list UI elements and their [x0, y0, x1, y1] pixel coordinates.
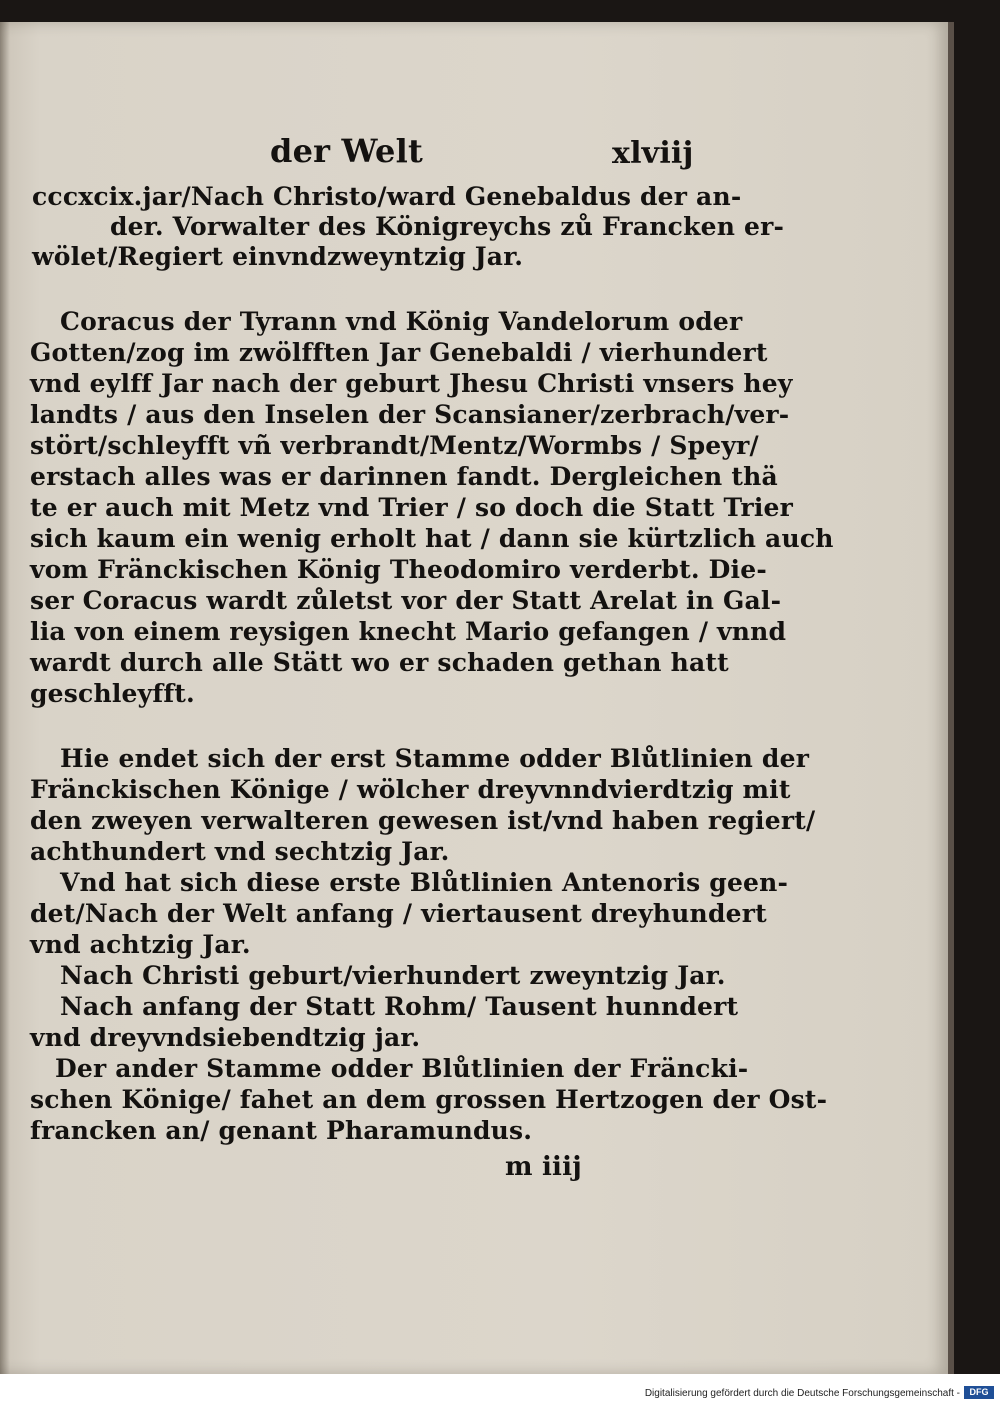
text-line: achthundert vnd sechtzig Jar.: [30, 837, 450, 866]
text-line: Vnd hat sich diese erste Blůtlinien Antenoris geen-: [60, 868, 789, 897]
text-line: der. Vorwalter des Königreychs zů Francken er-: [110, 212, 785, 241]
text-line: te er auch mit Metz vnd Trier / so doch die Statt Trier: [30, 493, 794, 522]
text-line: schen Könige/ fahet an dem grossen Hertzogen der Ost-: [30, 1085, 828, 1114]
dfg-logo: DFG: [964, 1386, 994, 1399]
text-line: Nach Christi geburt/vierhundert zweyntzig Jar.: [60, 961, 726, 990]
text-line: erstach alles was er darinnen fandt. Dergleichen thä: [30, 462, 778, 491]
text-line: geschleyfft.: [30, 679, 195, 708]
text-line: stört/schleyfft vñ verbrandt/Mentz/Wormbs / Speyr/: [30, 431, 759, 460]
text-line: Der ander Stamme odder Blůtlinien der Fräncki-: [55, 1054, 749, 1083]
text-line: landts / aus den Inselen der Scansianer/zerbrach/ver-: [30, 400, 790, 429]
text-line: lia von einem reysigen knecht Mario gefangen / vnnd: [30, 617, 787, 646]
text-line: Gotten/zog im zwölfften Jar Genebaldi / vierhundert: [30, 338, 768, 367]
text-line: francken an/ genant Pharamundus.: [30, 1116, 533, 1145]
text-line: vnd eylff Jar nach der geburt Jhesu Christi vnsers hey: [30, 369, 793, 398]
page-text: [0, 22, 948, 1374]
text-line: Fränckischen Könige / wölcher dreyvnndvierdtzig mit: [30, 775, 791, 804]
folio-number: xlviij: [612, 136, 694, 171]
text-line: vom Fränckischen König Theodomiro verderbt. Die-: [30, 555, 767, 584]
text-line: sich kaum ein wenig erholt hat / dann sie kürtzlich auch: [30, 524, 834, 553]
text-line: Nach anfang der Statt Rohm/ Tausent hunndert: [60, 992, 739, 1021]
text-line: Coracus der Tyrann vnd König Vandelorum oder: [60, 307, 743, 336]
text-line: vnd dreyvndsiebendtzig jar.: [30, 1023, 421, 1052]
text-line: Hie endet sich der erst Stamme odder Blůtlinien der: [60, 744, 810, 773]
running-title: der Welt: [270, 132, 423, 170]
text-line: det/Nach der Welt anfang / viertausent dreyhundert: [30, 899, 767, 928]
text-line: cccxcix.jar/Nach Christo/ward Genebaldus der an-: [32, 182, 742, 211]
text-line: den zweyen verwalteren gewesen ist/vnd haben regiert/: [30, 806, 816, 835]
signature-mark: m iiij: [505, 1152, 582, 1182]
text-line: wardt durch alle Stätt wo er schaden gethan hatt: [30, 648, 729, 677]
text-line: wölet/Regiert einvndzweyntzig Jar.: [32, 242, 524, 271]
text-line: ser Coracus wardt zůletst vor der Statt Arelat in Gal-: [30, 586, 782, 615]
footer-bar: [0, 1374, 1000, 1404]
text-line: vnd achtzig Jar.: [30, 930, 251, 959]
book-page: [0, 22, 950, 1374]
footer-credit: Digitalisierung gefördert durch die Deutsche Forschungsgemeinschaft -: [644, 1388, 960, 1399]
